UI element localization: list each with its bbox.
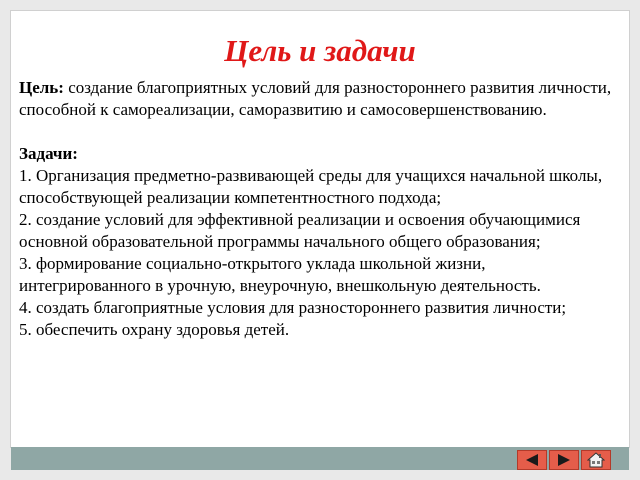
task-item-3: 3. формирование социально-открытого уклада школьной жизни, интегрированного в урочную, внеурочную, внешкольную деятельность. [19, 254, 541, 295]
task-item-1: 1. Организация предметно-развивающей среды для учащихся начальной школы, способствующей реализации компетентностного подхода; [19, 166, 603, 207]
bottom-bar [11, 447, 629, 470]
tasks-label: Задачи: [19, 144, 78, 163]
triangle-right-icon [556, 453, 572, 467]
house-icon [587, 452, 605, 468]
nav-buttons [515, 450, 611, 470]
triangle-left-icon [524, 453, 540, 467]
goal-text: создание благоприятных условий для разностороннего развития личности, способной к самореализации, саморазвитию и самосовершенствованию. [19, 78, 612, 119]
slide-title: Цель и задачи [224, 33, 416, 68]
prev-slide-button[interactable] [517, 450, 547, 470]
task-item-4: 4. создать благоприятные условия для разностороннего развития личности; [19, 298, 567, 317]
slide-content [19, 77, 621, 341]
goal-paragraph [19, 77, 621, 121]
task-item-5: 5. обеспечить охрану здоровья детей. [19, 320, 290, 339]
task-item-2: 2. создание условий для эффективной реализации и освоения обучающимися основной образовательной программы начального общего образования; [19, 210, 581, 251]
next-slide-button[interactable] [549, 450, 579, 470]
slide [11, 11, 629, 447]
goal-label: Цель: [19, 78, 64, 97]
home-button[interactable] [581, 450, 611, 470]
